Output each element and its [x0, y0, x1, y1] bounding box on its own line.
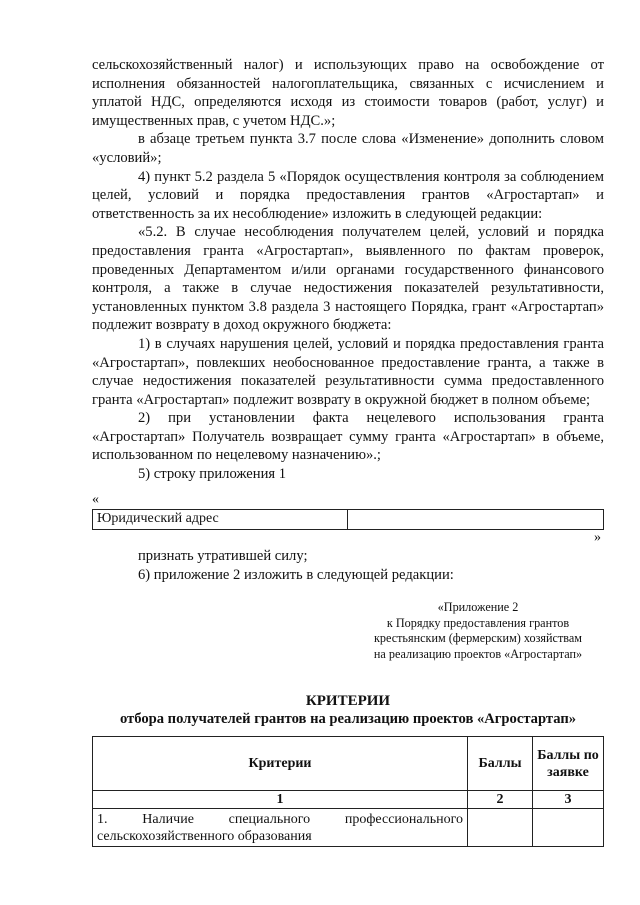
- applied-points-cell: [533, 809, 604, 847]
- address-table: [92, 509, 604, 530]
- column-number: 3: [533, 791, 604, 809]
- paragraph: 4) пункт 5.2 раздела 5 «Порядок осуществления контроля за соблюдением целей, условий и порядка предоставления грантов «Агростартап» и ответственность за их несоблюдение» изложить в следующей редакции:: [92, 168, 604, 222]
- criterion-cell: 1. Наличие специального профессионального сельскохозяйственного образования: [93, 809, 468, 847]
- points-cell: [468, 809, 533, 847]
- paragraph: в абзаце третьем пункта 3.7 после слова «Изменение» дополнить словом «условий»;: [92, 131, 604, 166]
- paragraph: «5.2. В случае несоблюдения получателем целей, условий и порядка предоставления гранта «Агростартап», выявленного по фактам проверок, проведенных Департаментом и/или органами государственного финансового контроля, а также в случае недостижения показателей результативности, установленных пунктом 3.8 раздела 3 настоящего Порядка, грант «Агростартап» подлежит возврату в доход окружного бюджета:: [92, 224, 604, 334]
- document-title: КРИТЕРИИ: [305, 693, 391, 709]
- column-number: 2: [468, 791, 533, 809]
- appendix-line: на реализацию проектов «Агростартап»: [373, 646, 583, 661]
- paragraph: 5) строку приложения 1: [138, 466, 287, 483]
- header-points: Баллы: [468, 737, 533, 791]
- appendix-line: к Порядку предоставления грантов: [386, 615, 570, 630]
- body-text: [92, 56, 604, 484]
- open-quote: «: [92, 492, 99, 507]
- header-applied-points: Баллы по заявке: [533, 737, 604, 791]
- paragraph: признать утратившей силу;: [138, 548, 308, 564]
- appendix-heading: [360, 600, 596, 662]
- table-numbering-row: [93, 791, 604, 809]
- criteria-table: [92, 736, 604, 847]
- paragraph: сельскохозяйственный налог) и использующих право на освобождение от исполнения обязанностей налогоплательщика, связанных с исчислением и уплатой НДС, определяются исходя из стоимости товаров (работ, услуг) и имущественных прав, с учетом НДС.»;: [92, 57, 604, 129]
- appendix-line: «Приложение 2: [437, 600, 519, 614]
- address-value: [348, 510, 604, 530]
- header-criteria: Критерии: [93, 737, 468, 791]
- table-row: [93, 809, 604, 847]
- table-header-row: [93, 737, 604, 791]
- column-number: 1: [93, 791, 468, 809]
- paragraph: 1) в случаях нарушения целей, условий и порядка предоставления гранта «Агростартап», повлекших необоснованное предоставление гранта, а также в случае недостижения показателей результативности сумма предоставленного гранта «Агростартап» подлежит возврату в окружной бюджет в полном объеме;: [92, 335, 604, 408]
- document-subtitle: отбора получателей грантов на реализацию проектов «Агростартап»: [119, 711, 577, 727]
- paragraph: 6) приложение 2 изложить в следующей редакции:: [138, 567, 454, 583]
- paragraph: 2) при установлении факта нецелевого использования гранта «Агростартап» Получатель возвращает сумму гранта «Агростартап» в объеме, использованном по нецелевому назначению».;: [92, 410, 604, 464]
- address-label: Юридический адрес: [93, 510, 348, 530]
- appendix-line: крестьянским (фермерским) хозяйствам: [373, 631, 583, 645]
- close-quote: »: [594, 530, 601, 545]
